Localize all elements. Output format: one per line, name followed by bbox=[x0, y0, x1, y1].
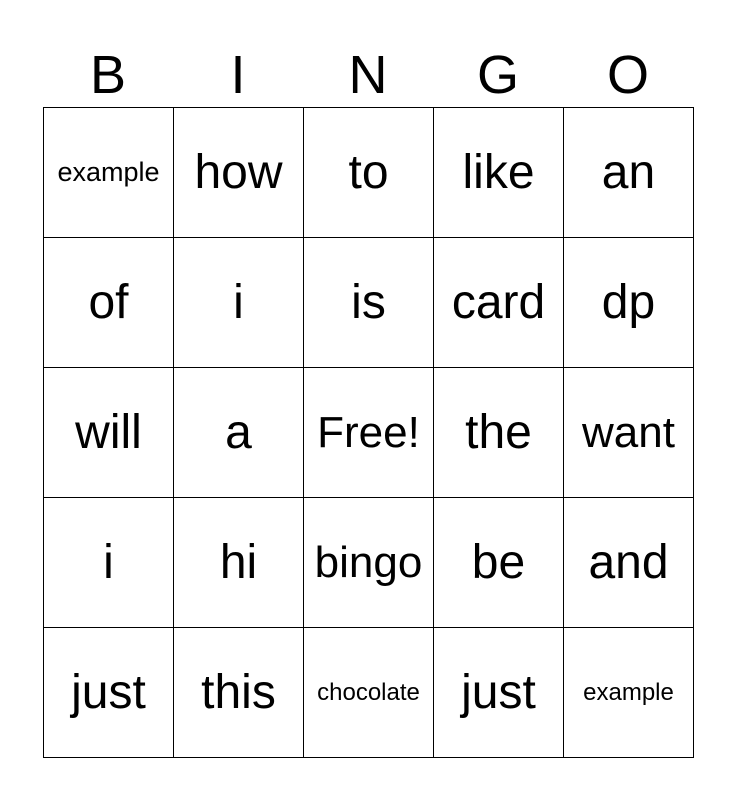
bingo-cell[interactable]: bingo bbox=[304, 498, 434, 628]
bingo-cell[interactable]: just bbox=[44, 628, 174, 758]
bingo-cell[interactable]: how bbox=[174, 108, 304, 238]
bingo-cell[interactable]: example bbox=[44, 108, 174, 238]
bingo-cell[interactable]: be bbox=[434, 498, 564, 628]
header-letter-n: N bbox=[348, 45, 388, 105]
bingo-cell[interactable]: the bbox=[434, 368, 564, 498]
bingo-cell[interactable]: want bbox=[564, 368, 694, 498]
bingo-cell[interactable]: will bbox=[44, 368, 174, 498]
bingo-header bbox=[43, 42, 693, 108]
header-letter-g: G bbox=[476, 45, 519, 105]
header-letter-b: B bbox=[89, 45, 127, 105]
bingo-cell[interactable]: and bbox=[564, 498, 694, 628]
bingo-cell[interactable]: like bbox=[434, 108, 564, 238]
bingo-cell[interactable]: dp bbox=[564, 238, 694, 368]
bingo-cell[interactable]: to bbox=[304, 108, 434, 238]
bingo-cell[interactable]: an bbox=[564, 108, 694, 238]
bingo-cell[interactable]: just bbox=[434, 628, 564, 758]
bingo-cell[interactable]: chocolate bbox=[304, 628, 434, 758]
bingo-cell[interactable]: of bbox=[44, 238, 174, 368]
header-letter-o: O bbox=[606, 45, 649, 105]
bingo-cell[interactable]: is bbox=[304, 238, 434, 368]
bingo-cell[interactable]: i bbox=[174, 238, 304, 368]
bingo-cell[interactable]: example bbox=[564, 628, 694, 758]
bingo-cell[interactable]: card bbox=[434, 238, 564, 368]
bingo-cell[interactable]: i bbox=[44, 498, 174, 628]
bingo-cell[interactable]: this bbox=[174, 628, 304, 758]
bingo-grid bbox=[43, 107, 694, 758]
bingo-cell[interactable]: hi bbox=[174, 498, 304, 628]
bingo-cell[interactable]: a bbox=[174, 368, 304, 498]
header-letter-i: I bbox=[230, 45, 246, 105]
free-space-cell[interactable]: Free! bbox=[304, 368, 434, 498]
